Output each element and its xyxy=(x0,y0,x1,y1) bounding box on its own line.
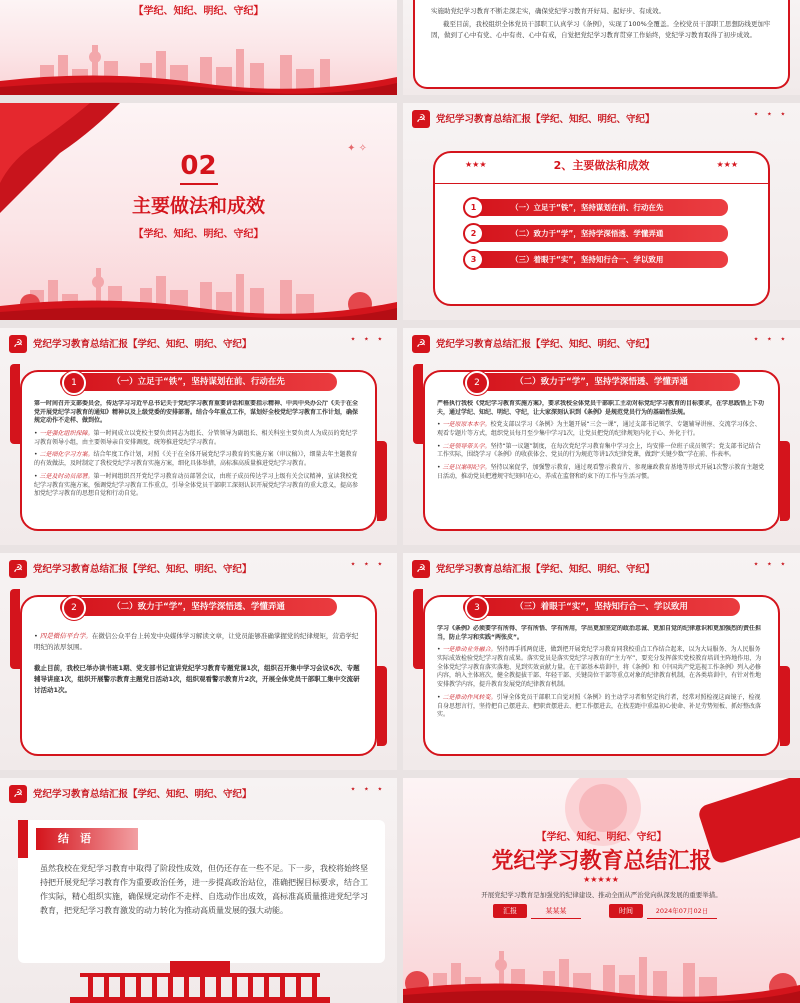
section-number-badge: 1 xyxy=(62,371,86,395)
outline-item-1[interactable] xyxy=(471,199,728,216)
party-emblem-icon: ☭ xyxy=(9,560,27,578)
part-1-body xyxy=(34,400,363,525)
bullet-label: 二是推动作风转变。 xyxy=(442,693,497,701)
content-card xyxy=(413,0,790,89)
card-accent-right xyxy=(780,666,790,746)
bullet-label: 四是微信平台学。 xyxy=(39,632,92,640)
accent-bar xyxy=(18,820,28,858)
part-3-bullet-2: • 二是推动作风转变。引导全体党员干部职工自觉对照《条例》的主动学习者和坚定执行者，经常对照检视这面镜子，检视自身思想言行，坚持把自己摆进去、把职责摆进去、把工作摆进去，在找差距中重温初心使命、补足劳势短板、抓好整改落实。 xyxy=(437,693,762,719)
birds-icon: ⋆ ⋆ ⋆ xyxy=(349,559,385,570)
party-emblem-icon: ☭ xyxy=(412,110,430,128)
slide-header xyxy=(403,328,800,360)
bullet-text: 第一时间成立以党校主要负责同志为组长、分管领导为副组长、相关科室主要负责人为成员的党纪学习教育领导小组，由主要领导亲自安排调度，统筹推进党纪学习教育。 xyxy=(34,430,358,446)
divider xyxy=(180,183,218,185)
bullet-label: 三是及时动员部署。 xyxy=(39,472,94,480)
slide-part-3[interactable] xyxy=(403,553,800,770)
slide-part-2a[interactable] xyxy=(403,328,800,545)
slide-header xyxy=(403,553,800,585)
slide-end-cover[interactable] xyxy=(403,778,800,1003)
part-3-intro: 学习《条例》必须要学有所得、学有所悟、学有所用，学出更加坚定的政治忠诚、更加自觉的纪律意识和更加强烈的责任担当，防止学习和实践“两张皮”。 xyxy=(437,625,762,641)
slide-outline[interactable] xyxy=(403,103,800,320)
section-pill: （三）着眼于“实”，坚持知行合一、学以致用 xyxy=(463,598,740,616)
red-wave-decoration xyxy=(0,69,397,95)
part-1-bullet-1: • 一是强化组织保障。第一时间成立以党校主要负责同志为组长、分管领导为副组长、相关科室主要负责人为成员的党纪学习教育领导小组，由主要领导亲自安排调度，统筹推进党纪学习教育。 xyxy=(34,430,358,446)
stars-right-icon: ★★★ xyxy=(716,160,738,169)
part-2a-intro: 严格执行我校《党纪学习教育实施方案》，要求我校全体党员干部职工主动对标党纪学习教育的目标要求，在学思践悟上下功夫，通过学纪、知纪、明纪、守纪，让大家深刻认识到《条例》是规范党员行为的基础性法规。 xyxy=(437,400,765,416)
outline-item-3[interactable] xyxy=(471,251,728,268)
end-title: 党纪学习教育总结汇报 xyxy=(491,849,712,874)
outline-heading: 2、主要做法和成效 xyxy=(553,159,650,172)
section-number-badge: 2 xyxy=(465,371,489,395)
slide-conclusion[interactable] xyxy=(0,778,397,1003)
great-hall-icon xyxy=(60,953,340,1003)
slide-cover-fragment[interactable] xyxy=(0,0,397,95)
item-label: （一）立足于“铁”，坚持谋划在前、行动在先 xyxy=(511,203,664,212)
section-number: 02 xyxy=(180,151,217,181)
part-2a-bullet-3: • 三是以案明纪学。坚持以案促学，加强警示教育，通过观看警示教育片、参观廉政教育基地等形式开展1次警示教育主题党日活动，推动党员把遵规守纪刻印在心，养成在监督和约束下的工作与生活习惯。 xyxy=(437,464,765,480)
header-title: 党纪学习教育总结汇报【学纪、知纪、明纪、守纪】 xyxy=(33,339,252,350)
birds-icon: ⋆ ⋆ ⋆ xyxy=(349,334,385,345)
bullet-label: 一是原原本本学。 xyxy=(442,421,491,429)
bullet-text: 结合年度工作计划，对照《关于在全体开展党纪学习教育的实施方案（审议稿）》，细量去年主题教育的有效做法，及时制定了我校党纪学习教育实施方案，细化具体举措，高标准高质量推进党纪学习教育。 xyxy=(34,451,358,468)
section-number-badge: 3 xyxy=(465,596,489,620)
birds-icon: ⋆ ⋆ ⋆ xyxy=(752,334,788,345)
bullet-text: 坚持“第一议题”制度，在每次党纪学习教育集中学习会上，均安排一位班子成员领学；党支部书记结合工作实际，围绕学习《条例》的收获体会、党员的行为规范等讲1次纪律党课，做到“关键少数”学在前、作表率。 xyxy=(437,442,761,459)
report-date: 2024年07月02日 xyxy=(647,904,717,919)
bullet-label: 一是强化组织保障。 xyxy=(39,430,94,438)
part-3-bullet-1: • 一是推动业务融合。坚持再手抓两促进，做到把开展党纪学习教育同我校重点工作结合起来，以为大局服务、为人民服务实际成效检验党纪学习教育成果。落实党员是落实党纪学习教育的“主力军”，要充分发挥落实党校教育培训主阵地作用，为全体党纪学习教育落实落地、见到实效贡献力量。在干部基本培训中，将《条例》和《中国共产党巡视工作条例》列入必修内容，纳入主体班次，健全教提拔干部、年轻干部、关键岗位干部等重点对象的纪律教育机制，在各类培训中，有针对性地安排教学内容，提升教育发展党的纪律教育机制。 xyxy=(437,646,762,689)
item-number: 2 xyxy=(463,223,484,244)
party-emblem-icon: ☭ xyxy=(9,335,27,353)
section-title: 主要做法和成效 xyxy=(131,195,265,217)
card-accent-right xyxy=(780,441,790,521)
reporter-name: 某某某 xyxy=(531,904,581,919)
item-label: （三）着眼于“实”，坚持知行合一、学以致用 xyxy=(511,255,664,264)
end-subtitle: 【学纪、知纪、明纪、守纪】 xyxy=(536,832,667,843)
slide-header xyxy=(403,103,800,135)
header-title: 党纪学习教育总结汇报【学纪、知纪、明纪、守纪】 xyxy=(436,564,655,575)
part-2a-bullet-1: • 一是原原本本学。校党支部以学习《条例》为主题开展“三会一课”，通过支部书记领学、专题辅导讲座、交流学习体会、观看专题片等方式，组织党员每月至少集中学习1次，让党员把党的纪律规矩内化于心、外化于行。 xyxy=(437,421,761,438)
card-accent-right xyxy=(377,441,387,521)
slide-header xyxy=(0,328,397,360)
birds-icon: ⋆ ⋆ ⋆ xyxy=(752,559,788,570)
part-2b-bullet-1: • 四是微信平台学。在微信公众平台上转发中央媒体学习解读文章，让党员能够准确掌握党的纪律规矩，营造学纪明纪的浓厚氛围。 xyxy=(34,632,359,652)
outline-card xyxy=(433,151,770,306)
item-label: （二）致力于“学”，坚持学深悟透、学懂弄通 xyxy=(511,229,664,238)
conclusion-text: 虽然我校在党纪学习教育中取得了阶段性成效，但仍还存在一些不足。下一步，我校将始终坚持把开展党纪学习教育作为重要政治任务，进一步提高政治站位，准确把握目标要求，结合工作实际，精心组织实施，确保规定动作不走样、自选动作出成效，高标准高质量推进党纪学习教育，把党纪学习教育激发的动力转化为推动高质量发展的强大动能。 xyxy=(40,864,368,915)
bullet-text: 第一时间组织召开党纪学习教育动员部署会议，由班子成员传达学习上级有关会议精神，宣读我校党纪学习教育实施方案，强调党纪学习教育工作重点，引导全体党员干部职工深刻认识开展党纪学习教育的重大意义，提高参加党纪学习教育的思想自觉和行动自觉。 xyxy=(34,472,359,498)
outline-item-2[interactable] xyxy=(471,225,728,242)
part-2b-summary: 截止目前，我校已举办读书班1期、党支部书记宣讲党纪学习教育专题党课1次，组织召开集中学习会议6次、专题辅导讲座1次，组织开展警示教育主题党日活动1次，组织观看警示教育片2次，开展全体党员干部职工集中交流研讨活动1次。 xyxy=(34,664,360,695)
header-title: 党纪学习教育总结汇报【学纪、知纪、明纪、守纪】 xyxy=(436,114,655,125)
bullet-text: 坚持再手抓两促进，做到把开展党纪学习教育同我校重点工作结合起来，以为大局服务、为人民服务实际成效检验党纪学习教育成果。落实党员是落实党纪学习教育的“主力军”，要充分发挥落实党校教育培训主阵地作用，为全体党纪学习教育落实落地、见到实效贡献力量。在干部基本培训中，将《条例》和《中国共产党巡视工作条例》列入必修内容，纳入主体班次，健全教提拔干部、年轻干部、关键岗位干部等重点对象的纪律教育机制，在各类培训中，有针对性地安排教学内容，提升教育发展党的纪律教育机制。 xyxy=(437,646,762,689)
section-pill: （一）立足于“铁”，坚持谋划在前、行动在先 xyxy=(60,373,337,391)
item-number: 3 xyxy=(463,249,484,270)
header-title: 党纪学习教育总结汇报【学纪、知纪、明纪、守纪】 xyxy=(33,564,252,575)
overview-line-2: 截至目前，我校组织全体党员干部职工认真学习《条例》，实现了100%全覆盖。全校党员干部职工思想防线更加牢固，做到了心中有党、心中有责、心中有戒，自觉把党纪学习教育贯穿工作始终，党纪学习教育取得了初步成效。 xyxy=(431,20,771,39)
overview-line-1: 实施助党纪学习教育不断走深走实，确保党纪学习教育开好局、起好步、有成效。 xyxy=(431,7,665,15)
slide-part-1[interactable] xyxy=(0,328,397,545)
birds-icon: ⋆ ⋆ ⋆ xyxy=(349,784,385,795)
part-3-body xyxy=(437,625,766,750)
red-wave-decoration xyxy=(403,977,800,1003)
doves-icon: ✦ ✧ xyxy=(347,143,367,154)
section-pill: （二）致力于“学”，坚持学深悟透、学懂弄通 xyxy=(60,598,337,616)
party-emblem-icon: ☭ xyxy=(412,560,430,578)
end-tagline: 开展党纪学习教育是加强党的纪律建设、推动全面从严治党向纵深发展的重要举措。 xyxy=(481,891,722,899)
section-subtitle: 【学纪、知纪、明纪、守纪】 xyxy=(133,229,264,240)
time-label: 时间 xyxy=(609,904,643,918)
slide-overview-fragment[interactable] xyxy=(403,0,800,95)
party-emblem-icon: ☭ xyxy=(412,335,430,353)
bullet-label: 三是以案明纪学。 xyxy=(442,464,491,472)
heading-divider xyxy=(435,183,768,184)
card-accent-right xyxy=(377,666,387,746)
reporter-label: 汇报 xyxy=(493,904,527,918)
card-accent-left xyxy=(10,364,20,444)
part-1-bullet-3: • 三是及时动员部署。第一时间组织召开党纪学习教育动员部署会议，由班子成员传达学习上级有关会议精神，宣读我校党纪学习教育实施方案，强调党纪学习教育工作重点，引导全体党员干部职工深刻认识开展党纪学习教育的重大意义，提高参加党纪学习教育的思想自觉和行动自觉。 xyxy=(34,472,359,498)
part-2b-body xyxy=(34,631,363,750)
slide-header xyxy=(0,778,397,810)
birds-icon: ⋆ ⋆ ⋆ xyxy=(752,109,788,120)
bullet-text: 校党支部以学习《条例》为主题开展“三会一课”，通过支部书记领学、专题辅导讲座、交流学习体会、观看专题片等方式，组织党员每月至少集中学习1次，让党员把党的纪律规矩内化于心、外化于行。 xyxy=(437,421,761,438)
stars-icon: ★★★★★ xyxy=(583,875,619,884)
card-accent-left xyxy=(413,364,423,444)
overview-text xyxy=(431,6,772,40)
part-2a-bullet-2: • 二是领导带头学。坚持“第一议题”制度，在每次党纪学习教育集中学习会上，均安排一位班子成员领学；党支部书记结合工作实际，围绕学习《条例》的收获体会、党员的行为规范等讲1次纪律党课，做到“关键少数”学在前、作表率。 xyxy=(437,442,761,459)
slide-part-2b[interactable] xyxy=(0,553,397,770)
stars-left-icon: ★★★ xyxy=(465,160,487,169)
section-pill: （二）致力于“学”，坚持学深悟透、学懂弄通 xyxy=(463,373,740,391)
slide-header xyxy=(0,553,397,585)
header-title: 党纪学习教育总结汇报【学纪、知纪、明纪、守纪】 xyxy=(436,339,655,350)
item-number: 1 xyxy=(463,197,484,218)
part-2a-body xyxy=(437,400,766,525)
card-accent-left xyxy=(10,589,20,669)
bullet-label: 一是推动业务融合。 xyxy=(442,646,497,654)
bullet-label: 二是细化学习方案。 xyxy=(39,451,94,459)
part-1-bullet-2: • 二是细化学习方案。结合年度工作计划，对照《关于在全体开展党纪学习教育的实施方案（审议稿）》，细量去年主题教育的有效做法，及时制定了我校党纪学习教育实施方案，细化具体举措，高标准高质量推进党纪学习教育。 xyxy=(34,451,358,468)
red-wave-decoration xyxy=(0,294,397,320)
bullet-text: 在微信公众平台上转发中央媒体学习解读文章，让党员能够准确掌握党的纪律规矩，营造学纪明纪的浓厚氛围。 xyxy=(34,632,359,652)
card-accent-left xyxy=(413,589,423,669)
bullet-text: 坚持以案促学，加强警示教育，通过观看警示教育片、参观廉政教育基地等形式开展1次警示教育主题党日活动，推动党员把遵规守纪刻印在心，养成在监督和约束下的工作与生活习惯。 xyxy=(437,464,765,480)
conclusion-tag: 结 语 xyxy=(36,828,138,850)
party-emblem-icon: ☭ xyxy=(9,785,27,803)
bullet-text: 引导全体党员干部职工自觉对照《条例》的主动学习者和坚定执行者，经常对照检视这面镜子，检视自身思想言行，坚持把自己摆进去、把职责摆进去、把工作摆进去，在找差距中重温初心使命、补足劳势短板、抓好整改落实。 xyxy=(437,693,762,719)
bullet-label: 二是领导带头学。 xyxy=(442,442,491,450)
part-1-intro: 第一时间召开支部委员会，传达学习习近平总书记关于党纪学习教育重要讲话和重要指示精神、中共中央办公厅《关于在全党开展党纪学习教育的通知》精神以及上级党委的安排部署。结合今年重点工作，谋划好全校党纪学习教育工作计划，确保规定动作不走样、做到位。 xyxy=(34,400,359,425)
section-number-badge: 2 xyxy=(62,596,86,620)
slide-section-title[interactable] xyxy=(0,103,397,320)
cover-subtitle: 【学纪、知纪、明纪、守纪】 xyxy=(133,6,264,17)
header-title: 党纪学习教育总结汇报【学纪、知纪、明纪、守纪】 xyxy=(33,789,252,800)
